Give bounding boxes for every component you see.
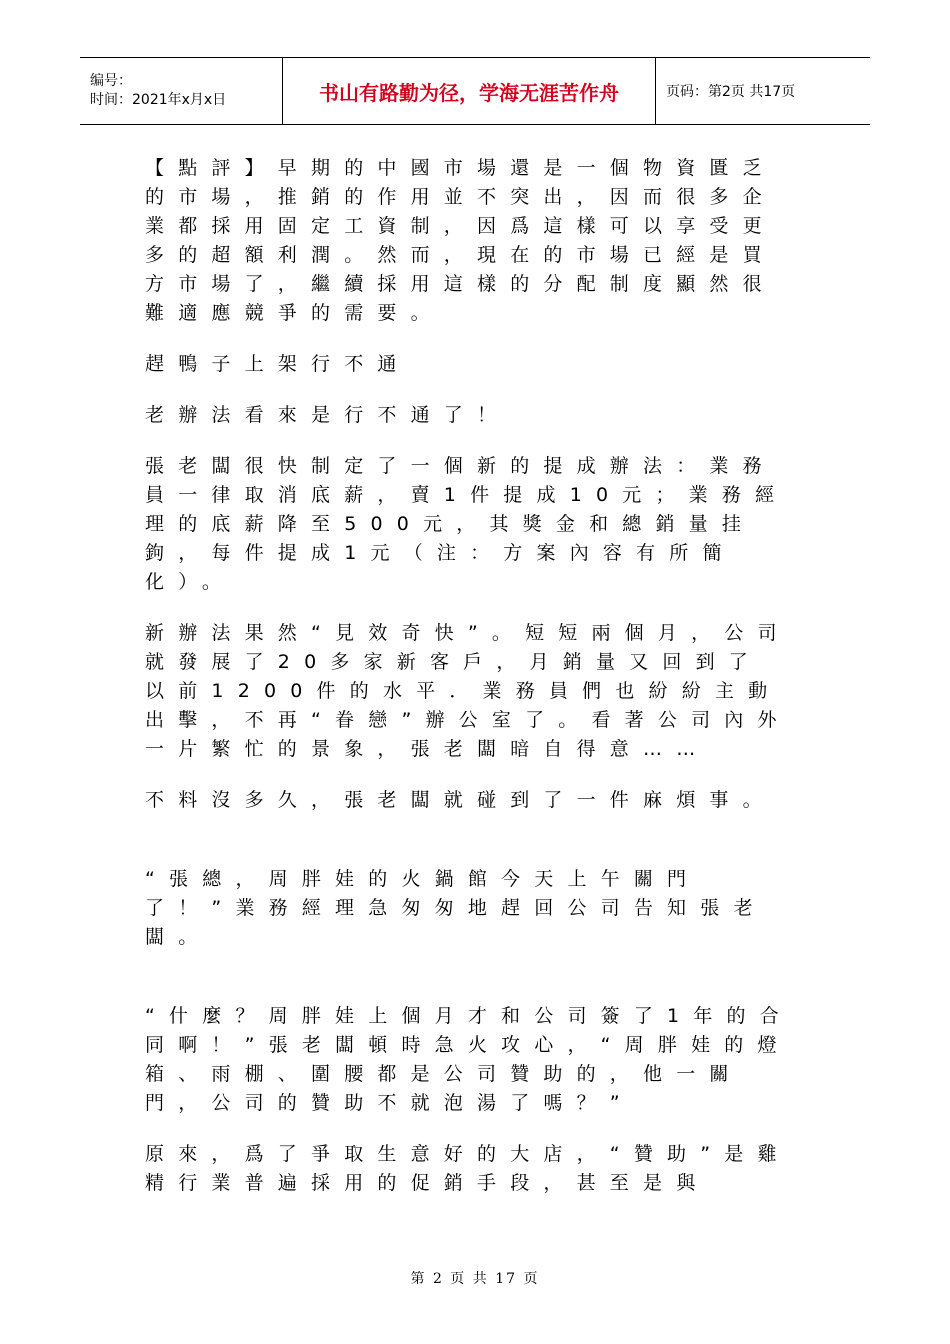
- paragraph: 新辦法果然“見效奇快”。短短兩個月，公司就發展了20多家新客戶，月銷量又回到了以前1200件的水平．業務員們也紛紛主動出擊，不再“眷戀”辦公室了。看著公司內外一片繁忙的景象，張老闆暗自得意……: [145, 622, 791, 760]
- document-number-label: 编号：: [90, 73, 132, 89]
- header-page-info: 页码：第2页 共17页: [666, 84, 796, 100]
- paragraph: 原來，爲了爭取生意好的大店，“贊助”是雞精行業普遍採用的促銷手段，甚至是與: [145, 1143, 791, 1194]
- document-body: [145, 154, 795, 1198]
- paragraph-commentary: 【點評】早期的中國市場還是一個物資匱乏的市場，推銷的作用並不突出，因而很多企業都採用固定工資制，因爲這樣可以享受更多的超額利潤。然而，現在的市場已經是買方市場了，繼續採用這樣的分配制度顯然很難適應競爭的需要。: [145, 157, 776, 324]
- header-motto-cell: [282, 58, 656, 124]
- paragraph: 老辦法看來是行不通了！: [145, 404, 511, 426]
- header-meta: [80, 58, 282, 124]
- header-motto: 书山有路勤为径，学海无涯苦作舟: [319, 80, 619, 105]
- paragraph: 不料沒多久，張老闆就碰到了一件麻煩事。: [145, 789, 776, 811]
- page-header: [80, 57, 870, 125]
- page-footer: 第 2 页 共 17 页: [410, 1271, 540, 1287]
- document-time-label: 时间：2021年x月x日: [90, 92, 227, 108]
- section-heading: 趕鴨子上架行不通: [145, 353, 411, 375]
- paragraph: 張老闆很快制定了一個新的提成辦法：業務員一律取消底薪，賣1件提成10元；業務經理的底薪降至500元，其獎金和總銷量挂鉤，每件提成1元（注：方案內容有所簡化）。: [145, 455, 789, 593]
- paragraph: “什麼？周胖娃上個月才和公司簽了1年的合同啊！”張老闆頓時急火攻心，“周胖娃的燈箱、雨棚、圍腰都是公司贊助的，他一關門，公司的贊助不就泡湯了嗎？”: [145, 1005, 793, 1114]
- paragraph: “張總，周胖娃的火鍋館今天上午關門了！”業務經理急匆匆地趕回公司告知張老闆。: [145, 868, 767, 948]
- header-page-info-cell: [656, 58, 870, 124]
